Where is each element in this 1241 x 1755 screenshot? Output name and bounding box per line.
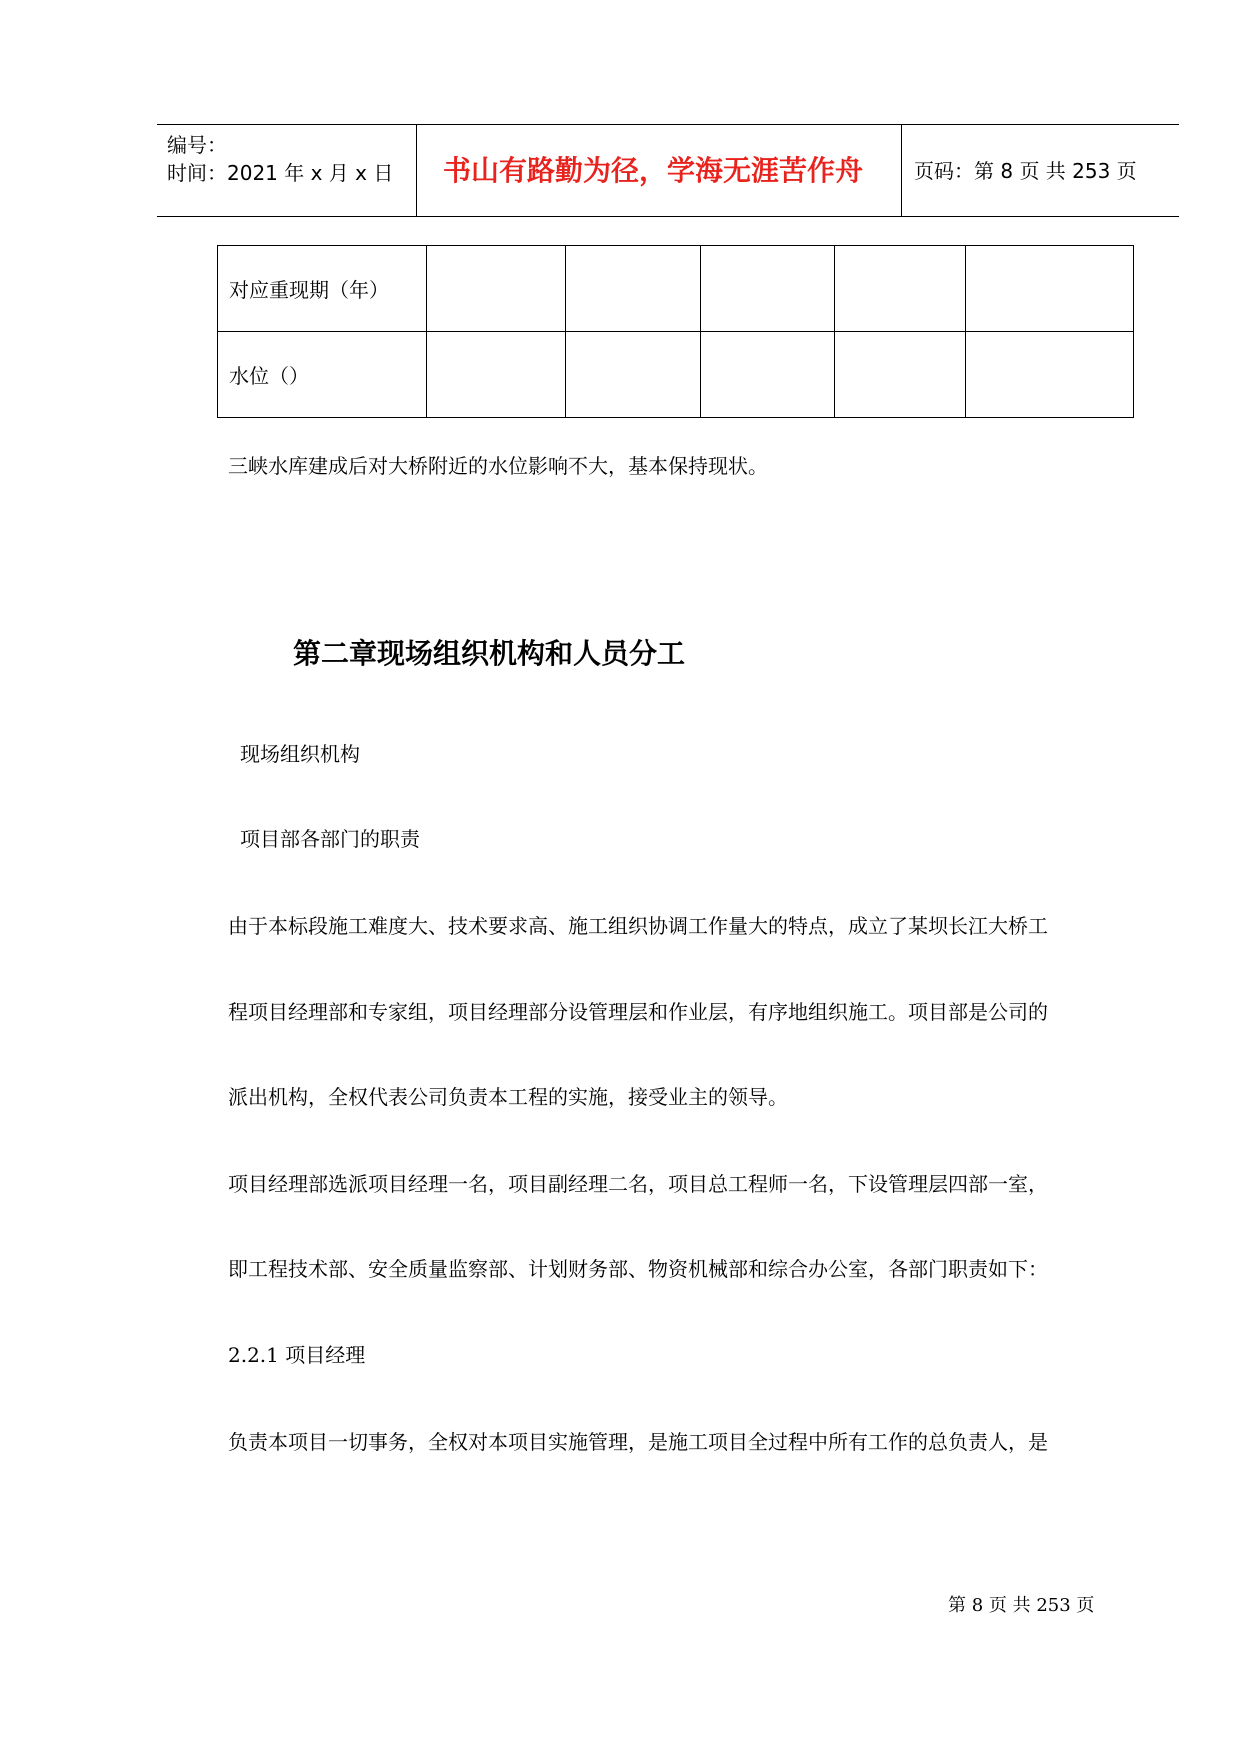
paragraph-line: 由于本标段施工难度大、技术要求高、施工组织协调工作量大的特点，成立了某坝长江大桥工 [228,914,1048,938]
number-label: 编号： [167,133,227,157]
table-cell [966,246,1134,332]
paragraph-line: 负责本项目一切事务，全权对本项目实施管理，是施工项目全过程中所有工作的总负责人，是 [228,1430,1048,1454]
table-cell [966,332,1134,418]
paragraph-line: 项目经理部选派项目经理一名，项目副经理二名，项目总工程师一名，下设管理层四部一室， [228,1172,1048,1196]
time-label: 时间：2021 年 x 月 x 日 [167,161,394,185]
reservoir-paragraph: 三峡水库建成后对大桥附近的水位影响不大，基本保持现状。 [228,454,768,478]
page-header [157,124,1179,217]
paragraph-line: 派出机构，全权代表公司负责本工程的实施，接受业主的领导。 [228,1085,788,1109]
paragraph-line: 程项目经理部和专家组，项目经理部分设管理层和作业层，有序地组织施工。项目部是公司的 [228,1000,1048,1024]
row-label-return-period: 对应重现期（年） [218,246,427,332]
page-footer: 第 8 页 共 253 页 [948,1595,1095,1616]
chapter-title: 第二章现场组织机构和人员分工 [293,637,686,670]
header-motto: 书山有路勤为径，学海无涯苦作舟 [443,154,864,187]
row-label-water-level: 水位（） [218,332,427,418]
table-row [218,246,1134,332]
table-cell [701,246,835,332]
table-cell [565,246,701,332]
table-cell [426,246,565,332]
section-heading-organization: 现场组织机构 [240,742,360,766]
header-divider-left [416,125,417,216]
table-cell [701,332,835,418]
section-heading-responsibilities: 项目部各部门的职责 [240,827,420,851]
table-row [218,332,1134,418]
table-cell [565,332,701,418]
subsection-title: 2.2.1 项目经理 [228,1343,366,1367]
table-cell [835,246,966,332]
header-divider-right [901,125,902,216]
table-cell [426,332,565,418]
table-cell [835,332,966,418]
header-meta [167,131,393,187]
paragraph-line: 即工程技术部、安全质量监察部、计划财务部、物资机械部和综合办公室，各部门职责如下： [228,1257,1048,1281]
water-level-table [217,245,1134,418]
header-page-info: 页码：第 8 页 共 253 页 [914,159,1137,183]
